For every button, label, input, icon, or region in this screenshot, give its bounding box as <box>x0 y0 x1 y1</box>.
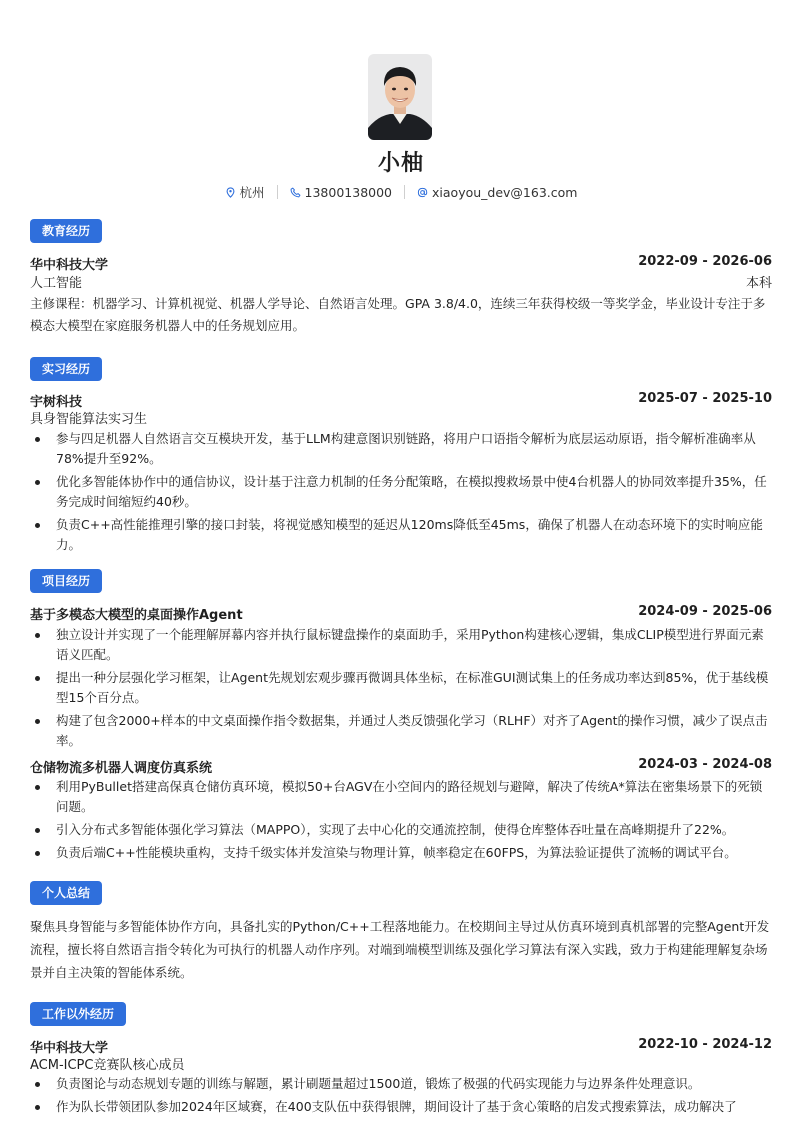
list-item: 优化多智能体协作中的通信协议，设计基于注意力机制的任务分配策略，在模拟搜救场景中使4台机器人的协同效率提升35%，任务完成时间缩短约40秒。 <box>30 472 772 512</box>
extra-org: 华中科技大学 <box>30 1041 109 1056</box>
degree: 本科 <box>745 276 772 291</box>
city-text: 杭州 <box>239 185 265 200</box>
major: 人工智能 <box>30 276 83 291</box>
list-item: 作为队长带领团队参加2024年区域赛，在400支队伍中获得银牌，期间设计了基于贪心策略的启发式搜索算法，成功解决了 <box>30 1097 772 1117</box>
education-header <box>30 254 772 273</box>
section-summary-title: 个人总结 <box>30 881 102 905</box>
profile-photo <box>368 54 432 140</box>
divider <box>404 185 405 199</box>
contact-phone <box>290 185 392 200</box>
summary-text: 聚焦具身智能与多智能体协作方向，具备扎实的Python/C++工程落地能力。在校期间主导过从仿真环境到真机部署的完整Agent开发流程，擅长将自然语言指令转化为可执行的机器人动作序列。对端到端模型训练及强化学习算法有深入实践，致力于构建能理解复杂场景并自主决策的智能体系统。 <box>30 919 770 980</box>
school-name: 华中科技大学 <box>30 258 109 273</box>
education-subheader <box>30 272 772 291</box>
contact-bar <box>30 183 772 201</box>
at-sign-icon <box>417 187 428 198</box>
candidate-name: 小柚 <box>377 151 424 176</box>
education-description: 主修课程：机器学习、计算机视觉、机器人学导论、自然语言处理。GPA 3.8/4.0，连续三年获得校级一等奖学金，毕业设计专注于多模态大模型在家庭服务机器人中的任务规划应用。 <box>30 296 766 333</box>
list-item: 独立设计并实现了一个能理解屏幕内容并执行鼠标键盘操作的桌面助手，采用Python构建核心逻辑，集成CLIP模型进行界面元素语义匹配。 <box>30 625 772 665</box>
phone-icon <box>290 187 301 198</box>
project-name: 仓储物流多机器人调度仿真系统 <box>30 761 213 776</box>
project-2-header <box>30 757 772 776</box>
list-item: 提出一种分层强化学习框架，让Agent先规划宏观步骤再微调具体坐标，在标准GUI测试集上的任务成功率达到85%，优于基线模型15个百分点。 <box>30 668 772 708</box>
extra-role: ACM-ICPC竞赛队核心成员 <box>30 1058 185 1073</box>
section-education-title: 教育经历 <box>30 219 102 243</box>
list-item: 负责C++高性能推理引擎的接口封装，将视觉感知模型的延迟从120ms降低至45ms，确保了机器人在动态环境下的实时响应能力。 <box>30 515 772 555</box>
list-item: 引入分布式多智能体强化学习算法（MAPPO），实现了去中心化的交通流控制，使得仓库整体吞吐量在高峰期提升了22%。 <box>30 820 772 840</box>
extra-role-row <box>30 1054 772 1073</box>
project-2-bullets <box>30 777 772 866</box>
list-item: 参与四足机器人自然语言交互模块开发，基于LLM构建意图识别链路，将用户口语指令解析为底层运动原语，指令解析准确率从78%提升至92%。 <box>30 429 772 469</box>
internship-bullets <box>30 429 772 558</box>
location-pin-icon <box>225 187 236 198</box>
phone-text: 13800138000 <box>304 184 393 200</box>
extra-bullets <box>30 1074 772 1120</box>
internship-role: 具身智能算法实习生 <box>30 412 148 427</box>
internship-dates: 2025-07 - 2025-10 <box>638 391 772 406</box>
email-text[interactable]: xiaoyou_dev@163.com <box>432 184 578 200</box>
company-name: 宇树科技 <box>30 395 83 410</box>
extra-dates: 2022-10 - 2024-12 <box>638 1037 772 1052</box>
contact-email[interactable] <box>417 185 577 200</box>
project-dates: 2024-09 - 2025-06 <box>638 604 772 619</box>
project-1-bullets <box>30 625 772 754</box>
list-item: 利用PyBullet搭建高保真仓储仿真环境，模拟50+台AGV在小空间内的路径规划与避障，解决了传统A*算法在密集场景下的死锁问题。 <box>30 777 772 817</box>
section-internship-title: 实习经历 <box>30 357 102 381</box>
project-name: 基于多模态大模型的桌面操作Agent <box>30 608 243 623</box>
divider <box>277 185 278 199</box>
list-item: 负责后端C++性能模块重构，支持千级实体并发渲染与物理计算，帧率稳定在60FPS，为算法验证提供了流畅的调试平台。 <box>30 843 772 863</box>
section-projects-title: 项目经历 <box>30 569 102 593</box>
list-item: 负责图论与动态规划专题的训练与解题，累计刷题量超过1500道，锻炼了极强的代码实现能力与边界条件处理意识。 <box>30 1074 772 1094</box>
section-extra-title: 工作以外经历 <box>30 1002 126 1026</box>
project-1-header <box>30 604 772 623</box>
education-dates: 2022-09 - 2026-06 <box>638 254 772 269</box>
contact-city <box>225 183 265 201</box>
project-dates: 2024-03 - 2024-08 <box>638 757 772 772</box>
list-item: 构建了包含2000+样本的中文桌面操作指令数据集，并通过人类反馈强化学习（RLHF）对齐了Agent的操作习惯，减少了误点击率。 <box>30 711 772 751</box>
internship-role-row <box>30 408 772 427</box>
